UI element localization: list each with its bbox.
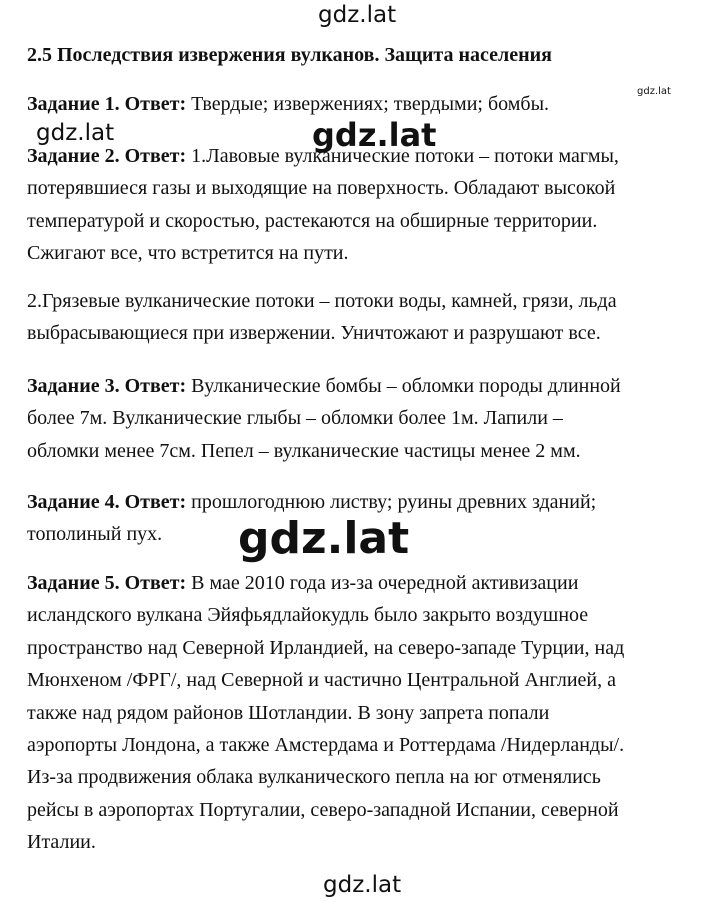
watermark-large: gdz.lat — [238, 513, 410, 564]
task-3-first-line: Вулканические бомбы – обломки породы длинной — [186, 375, 621, 397]
task-5-line: также над рядом районов Шотландии. В зону запрета попали — [27, 701, 550, 724]
task-3-label: Задание 3. Ответ: — [27, 375, 187, 397]
task-5-line: аэропорты Лондона, а также Амстердама и Роттердама /Нидерланды/. — [27, 734, 625, 757]
watermark-top: gdz.lat — [318, 2, 397, 28]
task-3-answer — [27, 370, 717, 467]
task-4-line: тополиный пух. — [27, 523, 163, 546]
task-3-line: обломки менее 7см. Пепел – вулканические частицы менее 2 мм. — [27, 439, 581, 462]
task-5-line: Мюнхеном /ФРГ/, над Северной и частично Центральной Англией, а — [27, 669, 616, 692]
task-5-line: Из-за продвижения облака вулканического пепла на юг отменялись — [27, 766, 601, 789]
task-2b-line: выбрасывающиеся при извержении. Уничтожают и разрушают все. — [27, 322, 601, 345]
task-4-first-line: прошлогоднюю листву; руины древних зданий; — [186, 491, 597, 513]
watermark-bottom: gdz.lat — [323, 872, 402, 898]
task-2b-line: 2.Грязевые вулканические потоки – потоки воды, камней, грязи, льда — [27, 290, 617, 312]
task-5-line: исландского вулкана Эйяфьядлайокудль было закрыто воздушное — [27, 604, 589, 627]
task-5-line: рейсы в аэропортах Португалии, северо-западной Испании, северной — [27, 798, 619, 821]
task-1-label: Задание 1. Ответ: — [27, 93, 187, 115]
task-2-line: температурой и скоростью, растекаются на обширные территории. — [27, 209, 598, 232]
task-2-answer — [27, 140, 717, 270]
task-2-label: Задание 2. Ответ: — [27, 145, 187, 167]
task-5-first-line: В мае 2010 года из-за очередной активизации — [186, 572, 579, 594]
task-5-answer — [27, 567, 717, 859]
watermark-small-right: gdz.lat — [637, 86, 671, 97]
task-5-line: Италии. — [27, 831, 96, 854]
watermark-small-left: gdz.lat — [36, 120, 115, 146]
task-2-part-2 — [27, 285, 717, 350]
task-4-label: Задание 4. Ответ: — [27, 491, 187, 513]
task-3-line: более 7м. Вулканические глыбы – обломки более 1м. Лапили – — [27, 407, 563, 430]
task-2-line: потерявшиеся газы и выходящие на поверхность. Обладают высокой — [27, 177, 616, 200]
task-2-line: Сжигают все, что встретится на пути. — [27, 242, 349, 265]
task-1-text: Твердые; извержениях; твердыми; бомбы. — [186, 93, 550, 115]
task-5-label: Задание 5. Ответ: — [27, 572, 187, 594]
page-title: 2.5 Последствия извержения вулканов. Защита населения — [27, 44, 552, 66]
task-2-first-line: 1.Лавовые вулканические потоки – потоки магмы, — [186, 145, 619, 167]
watermark-middle: gdz.lat — [312, 116, 437, 154]
task-5-line: пространство над Северной Ирландией, на северо-западе Турции, над — [27, 636, 625, 659]
